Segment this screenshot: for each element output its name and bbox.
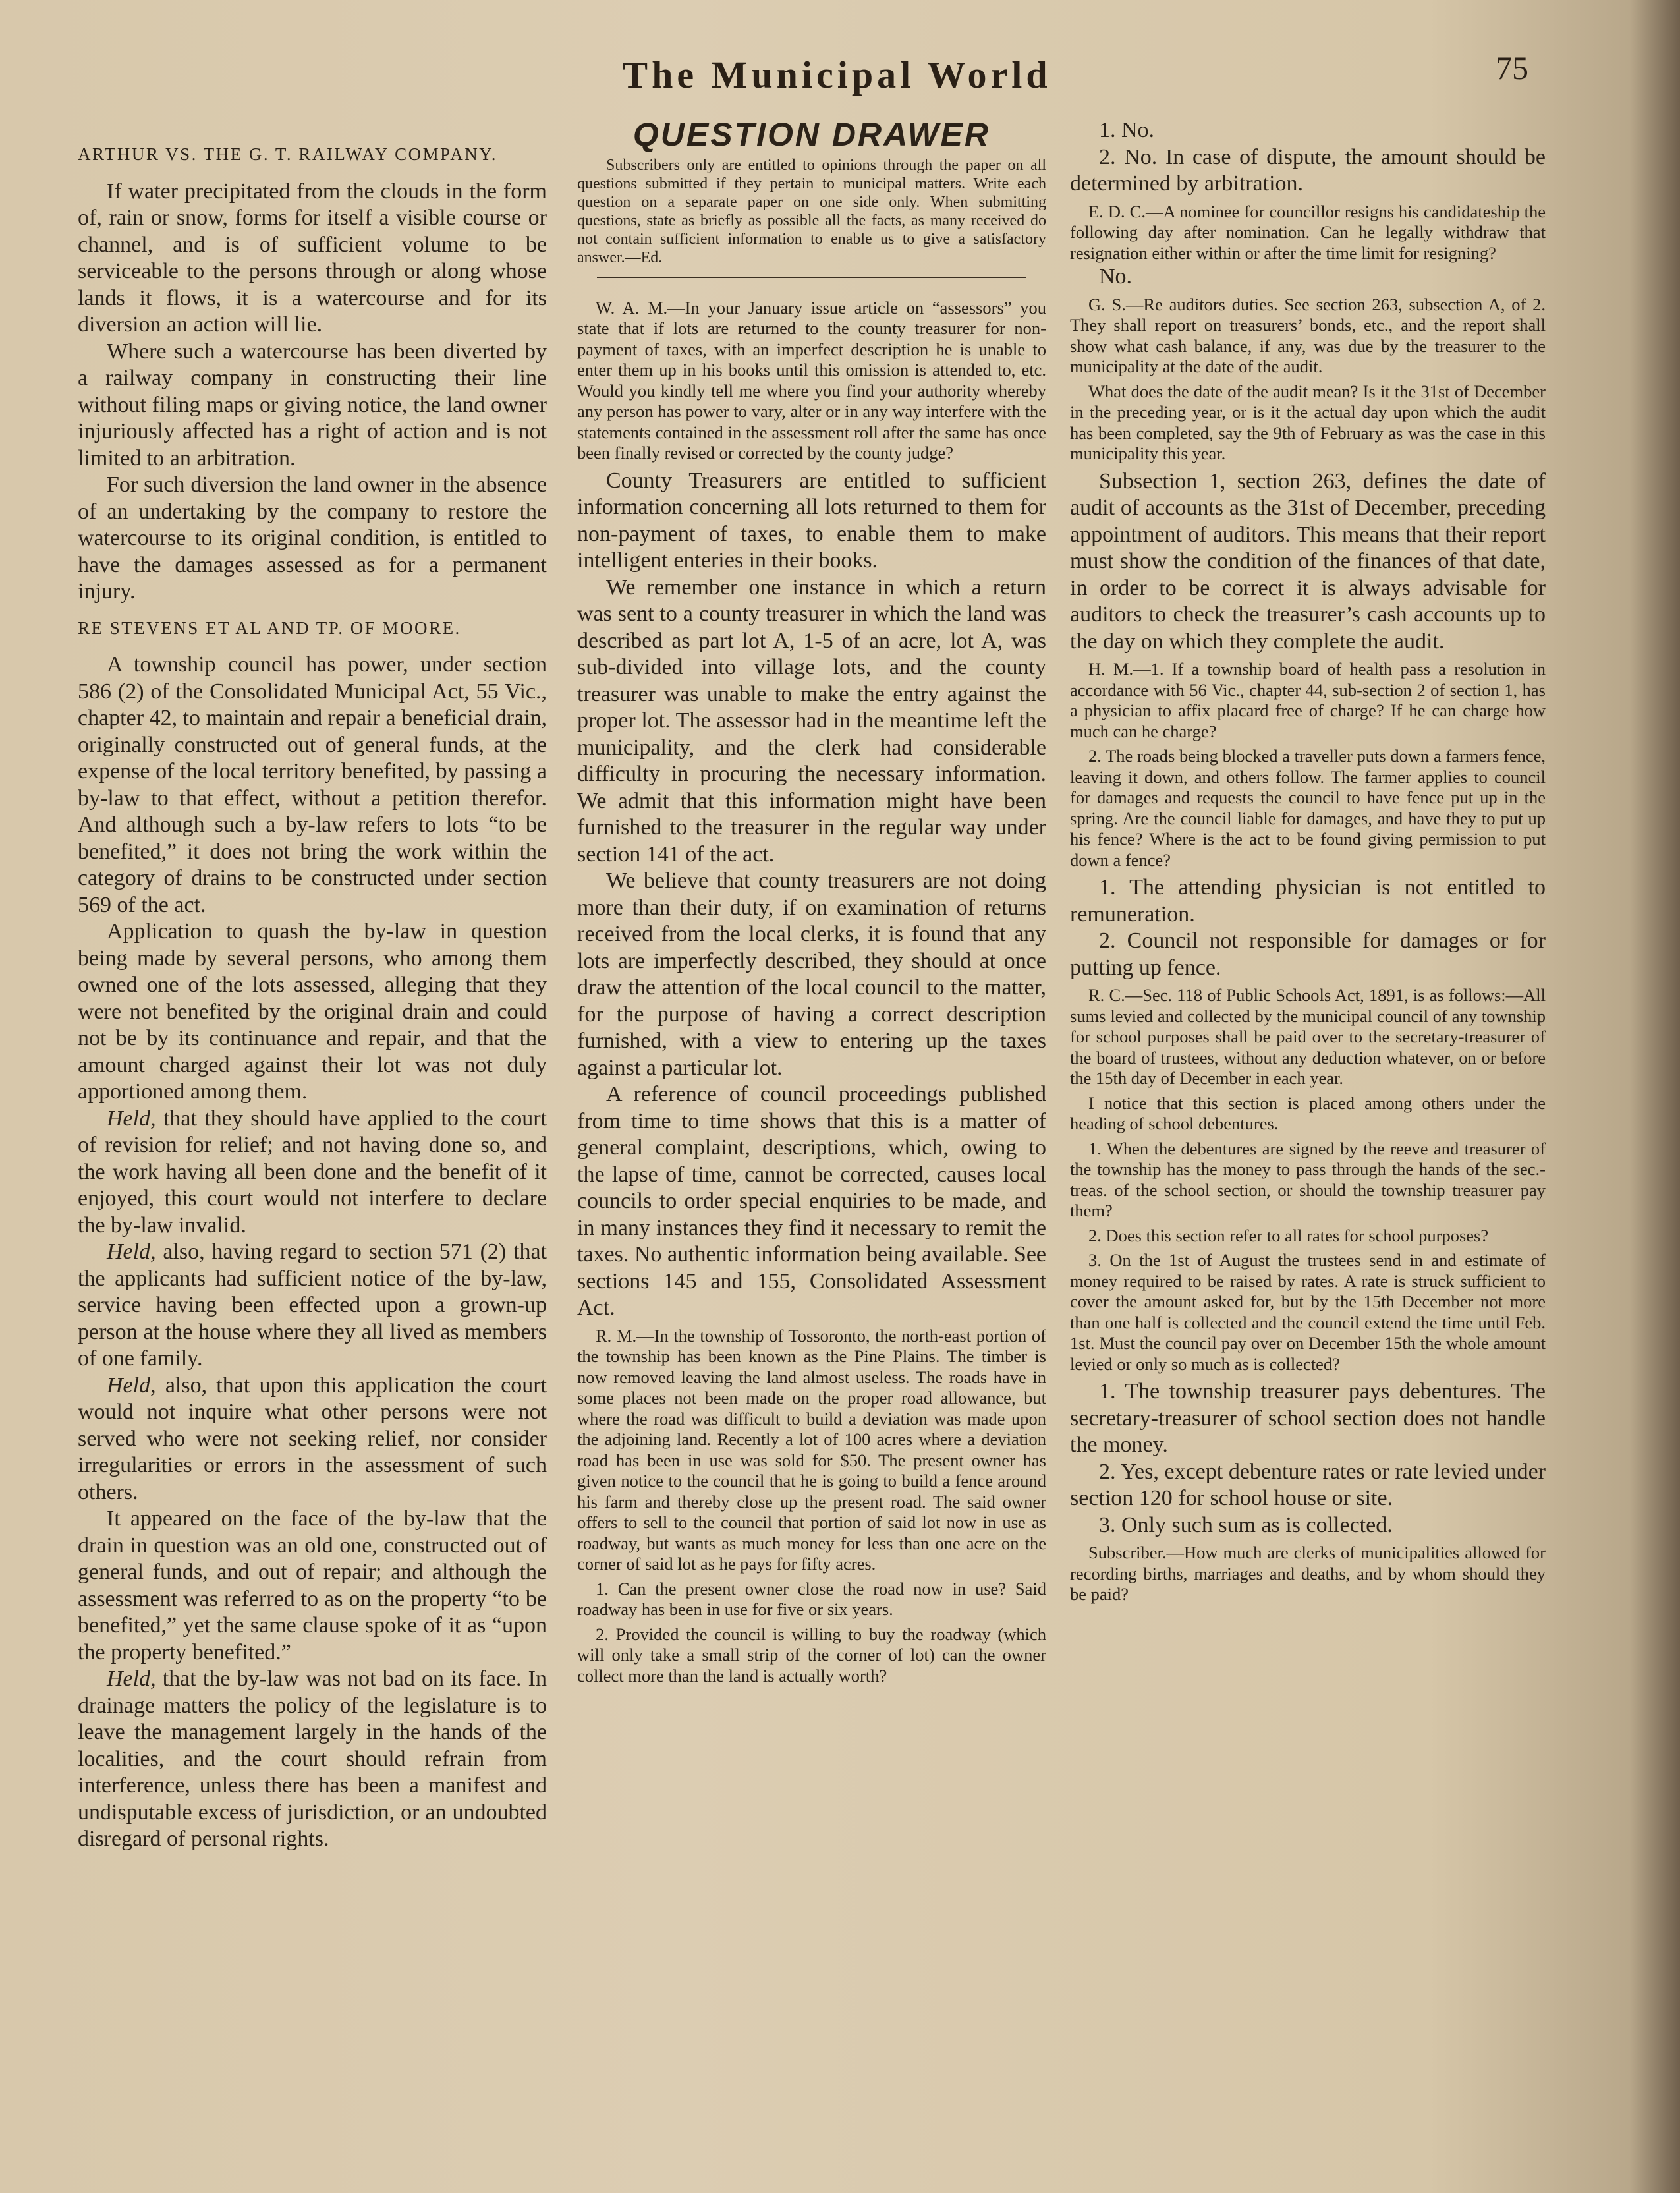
- question: 2. Does this section refer to all rates for school purposes?: [1088, 1225, 1489, 1245]
- held-paragraph: [78, 1106, 547, 1239]
- paragraph-text: , also, having regard to section 571 (2) that the applicants had sufficient notice of the by-law, service having been effected upon a grown-up person at the house where they all lived as members of one family.: [78, 1239, 547, 1371]
- question: G. S.—Re auditors duties. See section 263, subsection A, of 2. They shall report on treasurers’ bonds, etc., and the report shall show what cash balance, if any, was due by the treasurer to the municipality at the date of the audit.: [1070, 294, 1546, 376]
- paragraph: Where such a watercourse has been diverted by a railway company in constructing their line without filing maps or giving notice, the land owner injuriously affected has a right of action and is not limited to an arbitration.: [78, 339, 547, 470]
- answer: A reference of council proceedings published from time to time shows that this is a matter of general complaint, descriptions, which, owing to the lapse of time, cannot be corrected, causes local councils to order special enquiries to be made, and in many instances they find it necessary to remit the taxes. No authentic information being available. See sections 145 and 155, Consolidated Assessment Act.: [577, 1082, 1046, 1320]
- question: 1. Can the present owner close the road now in use? Said roadway has been in use for five or six years.: [577, 1578, 1046, 1619]
- paragraph: A township council has power, under section 586 (2) of the Consolidated Municipal Act, 55 Vic., chapter 42, to maintain and repair a beneficial drain, originally constructed out of general funds, at the expense of the local territory benefited, by passing a by-law to that effect, without a petition therefor. And although such a by-law refers to lots “to be benefited,” it does not bring the work within the category of drains to be constructed under section 569 of the act.: [78, 652, 547, 917]
- question: 2. The roads being blocked a traveller puts down a farmers fence, leaving it down, and others follow. The farmer applies to council for damages and requests the council to have fence put up in the spring. Are the council liable for damages, and have they to put up his fence? Where is the act to be found giving permission to put down a fence?: [1070, 746, 1546, 870]
- answer: 1. The attending physician is not entitled to remuneration.: [1070, 875, 1546, 926]
- held-word: Held: [107, 1106, 151, 1131]
- question: What does the date of the audit mean? Is it the 31st of December in the preceding year, or is it the actual day upon which the audit has been completed, say the 9th of February as was the case in this municipality this year.: [1070, 381, 1546, 463]
- column-right: [1070, 118, 1546, 1605]
- case-heading-stevens: RE STEVENS ET AL AND TP. OF MOORE.: [78, 617, 461, 638]
- held-paragraph: [78, 1239, 547, 1373]
- answer: No.: [1099, 264, 1133, 289]
- case-heading-arthur: ARTHUR VS. THE G. T. RAILWAY COMPANY.: [78, 144, 497, 164]
- question: 1. When the debentures are signed by the reeve and treasurer of the township has the money to pass through the hands of the sec.-treas. of the school section, or should the township treasurer pay them?: [1070, 1138, 1546, 1220]
- masthead-title: The Municipal World: [622, 53, 1051, 96]
- page-header: [0, 46, 1680, 105]
- section-title: QUESTION DRAWER: [632, 116, 991, 153]
- paragraph: Application to quash the by-law in question being made by several persons, who among them owned one of the lots assessed, alleging that they were not benefited by the original drain and could not be by its continuance and repair, and that the amount charged against their lot was not duly apportioned among them.: [78, 919, 547, 1104]
- held-paragraph: [78, 1373, 547, 1506]
- page-number: 75: [1496, 49, 1528, 86]
- paragraph: If water precipitated from the clouds in the form of, rain or snow, forms for itself a visible course or channel, and is of sufficient volume to be serviceable to the persons through or along whose lands it flows, it is a watercourse and for its diversion an action will lie.: [78, 179, 547, 337]
- question: 2. Provided the council is willing to buy the roadway (which will only take a small strip of the corner of lot) can the owner collect more than the land is actually worth?: [577, 1624, 1046, 1686]
- answer: 1. The township treasurer pays debentures. The secretary-treasurer of school section does not handle the money.: [1070, 1379, 1546, 1457]
- paragraph-text: , that the by-law was not bad on its face. In drainage matters the policy of the legislature is to leave the management largely in the hands of the localities, and the court should refrain from interference, unless there has been a manifest and undisputable excess of jurisdiction, or an undoubted disregard of personal rights.: [78, 1666, 547, 1851]
- held-word: Held: [107, 1373, 151, 1398]
- answer: Subsection 1, section 263, defines the date of audit of accounts as the 31st of December, preceding appointment of auditors. This means that their report must show the condition of the finances of that date, in order to be correct it is always advisable for auditors to check the treasurer’s cash accounts up to the day on which they complete the audit.: [1070, 469, 1546, 654]
- paragraph: For such diversion the land owner in the absence of an undertaking by the company to restore the watercourse to its original condition, is entitled to have the damages assessed as for a permanent injury.: [78, 472, 547, 604]
- double-rule-divider: [597, 277, 1026, 281]
- answer: County Treasurers are entitled to sufficient information concerning all lots returned to them for non-payment of taxes, to enable them to make intelligent enteries in their books.: [577, 468, 1046, 573]
- subscriber-notice: Subscribers only are entitled to opinions through the paper on all questions submitted if they pertain to municipal matters. Write each question on a separate paper on one side only. When submitting questions, state as briefly as possible all the facts, as many received do not contain sufficient information to enable us to give a satisfactory answer.—Ed.: [577, 156, 1046, 266]
- question: R. C.—Sec. 118 of Public Schools Act, 1891, is as follows:—All sums levied and collected by the municipal council of any township for school purposes shall be paid over to the secretary-treasurer of the board of trustees, without any deduction whatever, on or before the 15th day of December in each year.: [1070, 985, 1546, 1088]
- answer: 2. Yes, except debenture rates or rate levied under section 120 for school house or site.: [1070, 1459, 1546, 1510]
- held-word: Held: [107, 1666, 151, 1691]
- question: Subscriber.—How much are clerks of municipalities allowed for recording births, marriages and deaths, and by whom should they be paid?: [1070, 1543, 1546, 1604]
- answer: We believe that county treasurers are not doing more than their duty, if on examination of returns received from the local clerks, it is found that any lots are imperfectly described, they should at once draw the attention of the local council to the matter, for the purpose of having a correct description furnished, with a view to entering up the taxes against a particular lot.: [577, 869, 1046, 1080]
- column-middle: [577, 116, 1046, 1686]
- question: E. D. C.—A nominee for councillor resigns his candidateship the following day after nomination. Can he legally withdraw that resignation either within or after the time limit for resigning?: [1070, 201, 1546, 263]
- held-paragraph: [78, 1666, 547, 1853]
- question: I notice that this section is placed among others under the heading of school debentures.: [1070, 1093, 1546, 1133]
- column-left: [78, 132, 547, 1853]
- question: H. M.—1. If a township board of health pass a resolution in accordance with 56 Vic., chapter 44, sub-section 2 of section 1, has a physician to affix placard free of charge? If he can charge how much can he charge?: [1070, 659, 1546, 741]
- paragraph-text: , also, that upon this application the court would not inquire what other persons were not served who were not seeking relief, nor consider irregularities or errors in the assessment of such others.: [78, 1373, 547, 1504]
- paragraph: It appeared on the face of the by-law that the drain in question was an old one, constructed out of general funds, and out of repair; and although the assessment was referred to as on the property “to be benefited,” yet the same clause spoke of it as “upon the property benefited.”: [78, 1506, 547, 1665]
- paragraph-text: , that they should have applied to the court of revision for relief; and not having done so, and the work having all been done and the benefit of it enjoyed, this court would not interfere to declare the by-law invalid.: [78, 1106, 547, 1238]
- answer: 3. Only such sum as is collected.: [1099, 1512, 1393, 1537]
- question: 3. On the 1st of August the trustees send in and estimate of money required to be raised by rates. A rate is struck sufficient to cover the amount asked for, but by the 15th December not more than one half is collected and the council extend the time until Feb. 1st. Must the council pay over on December 15th the whole amount levied or only so much as is collected?: [1070, 1250, 1546, 1374]
- answer: We remember one instance in which a return was sent to a county treasurer in which the land was described as part lot A, 1-5 of an acre, lot A, was sub-divided into village lots, and the county treasurer was unable to make the entry against the proper lot. The assessor had in the meantime left the municipality, and the clerk had considerable difficulty in procuring the necessary information. We admit that this information might have been furnished to the treasurer in the regular way under section 141 of the act.: [577, 575, 1046, 867]
- answer: 1. No.: [1099, 118, 1155, 142]
- held-word: Held: [107, 1239, 151, 1264]
- answer: 2. Council not responsible for damages or for putting up fence.: [1070, 928, 1546, 980]
- question: W. A. M.—In your January issue article on “assessors” you state that if lots are returned to the county treasurer for non-payment of taxes, with an imperfect description he is unable to enter them up in his books until this omission is attended to, etc. Would you kindly tell me where you find your authority whereby any person has power to vary, alter or in any way interfere with the statements contained in the assessment roll after the same has once been finally revised or corrected by the county judge?: [577, 297, 1046, 463]
- question: R. M.—In the township of Tossoronto, the north-east portion of the township has been known as the Pine Plains. The timber is now removed leaving the land almost useless. The roads have in some places not been made on the proper road allowance, but where the road was difficult to build a deviation was made upon the adjoining land. Recently a lot of 100 acres where a deviation road has been in use was sold for $50. The present owner has given notice to the council that he is going to build a fence around his farm and thereby close up the present road. The said owner offers to sell to the council that portion of said lot now in use as roadway, but wants as much money for less than one acre on the corner of said lot as he pays for fifty acres.: [577, 1325, 1046, 1574]
- answer: 2. No. In case of dispute, the amount should be determined by arbitration.: [1070, 144, 1546, 196]
